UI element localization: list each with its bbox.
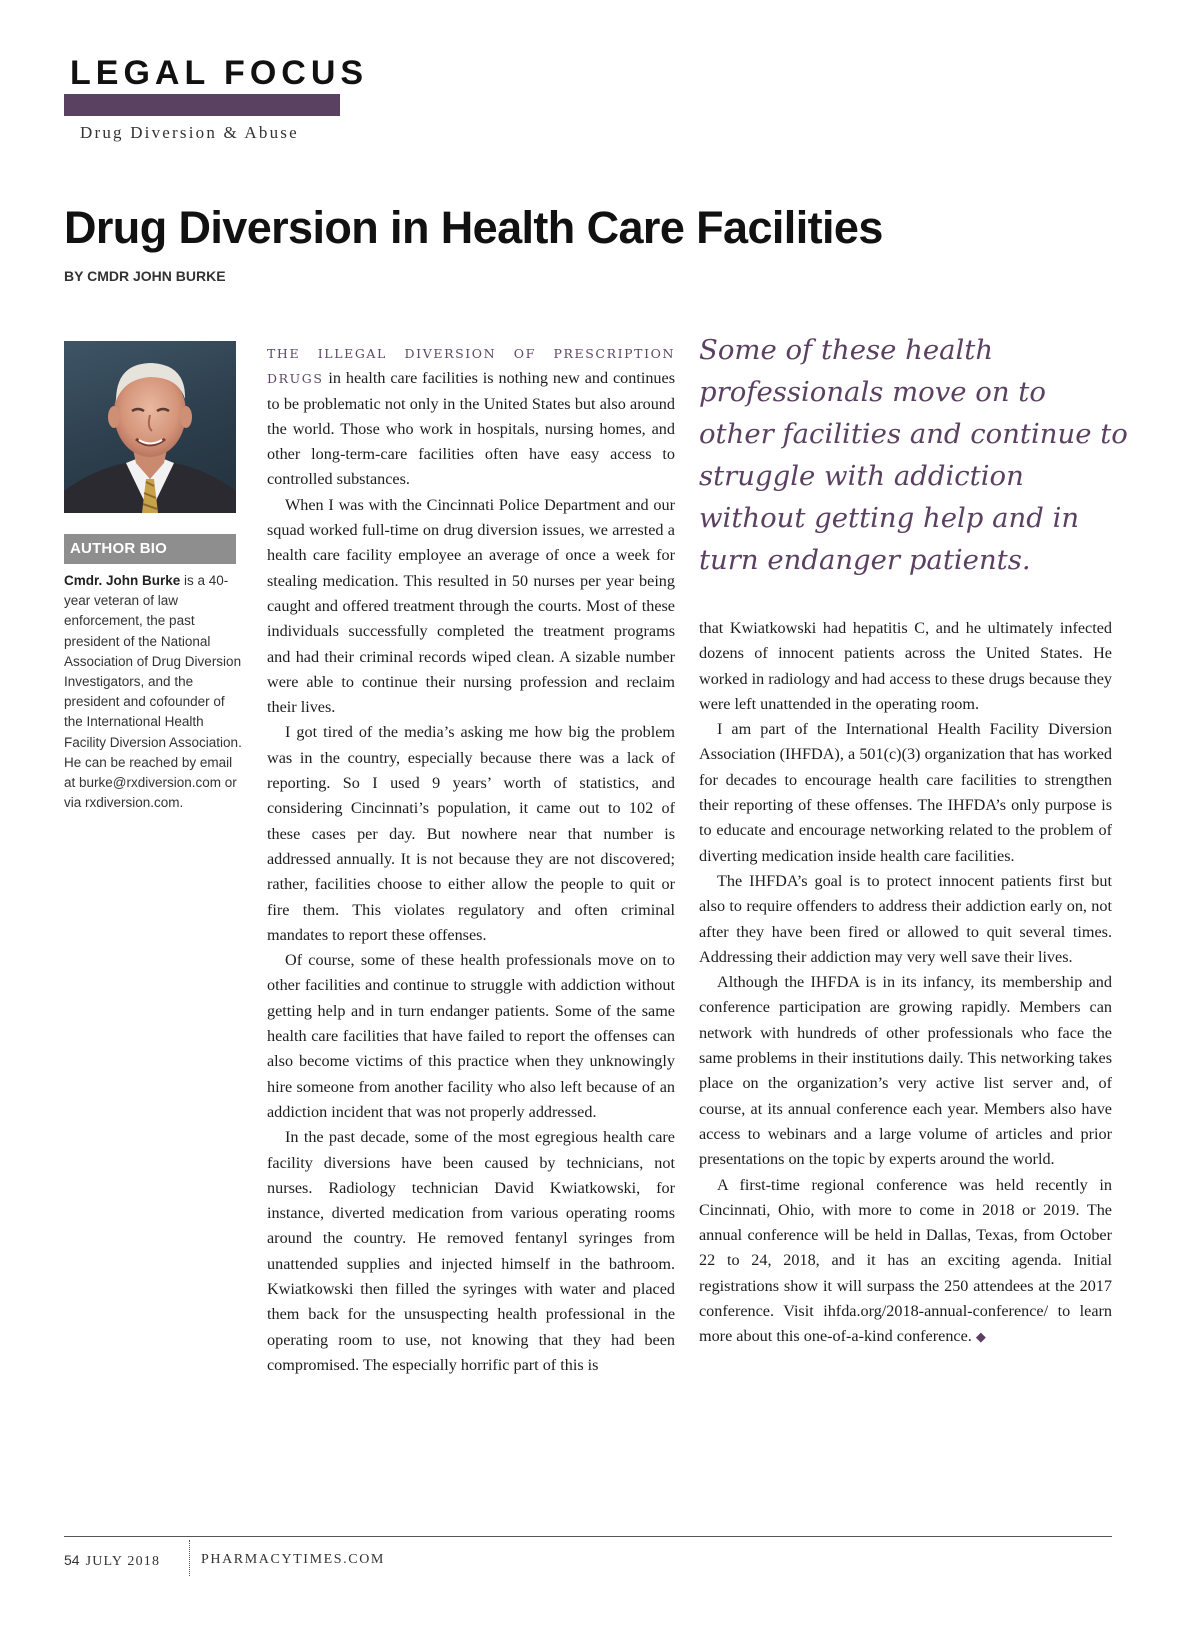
article-paragraph: When I was with the Cincinnati Police Department and our squad worked full-time on drug diversion issues, we arrested a health care facility employee an average of once a week for stealing medication. This resulted in 50 nurses per year being caught and offered treatment through the courts. Most of these individuals successfully completed the treatment programs and had their criminal records wiped clean. A sizable number were able to continue their nursing profession and reclaim their lives. [267, 495, 675, 717]
article-paragraph: Of course, some of these health professionals move on to other facilities and continue to struggle with addiction without getting help and in turn endanger patients. Some of the same health care facilities that have failed to report the offenses can also become victims of this practice when they unknowingly hire someone from another facility who also left because of an addiction incident that was not properly addressed. [267, 951, 675, 1121]
article-paragraph: The IHFDA’s goal is to protect innocent patients first but also to require offenders to address their addiction early on, not after they have been fired or allowed to quit several times. Addressing their addiction may very well save their lives. [699, 871, 1112, 966]
article-paragraph: I am part of the International Health Facility Diversion Association (IHFDA), a 501(c)(3) organization that has worked for decades to encourage health care facilities to strengthen their reporting of these offenses. The IHFDA’s only purpose is to educate and encourage networking related to the problem of diverting medication inside health care facilities. [699, 720, 1112, 865]
article-paragraph: In the past decade, some of the most egregious health care facility diversions have been caused by technicians, not nurses. Radiology technician David Kwiatkowski, for instance, diverted medication from various operating rooms around the country. He removed fentanyl syringes from unattended supplies and injected himself in the bathroom. Kwiatkowski then filled the syringes with water and placed them back for the unsuspecting health professional in the operating room to use, not knowing that they had been compromised. The especially horrific part of this is [267, 1128, 675, 1374]
author-bio-header-label: AUTHOR BIO [70, 540, 167, 557]
article-paragraph-text: in health care facilities is nothing new and continues to be problematic not only in the United States but also around the world. Those who work in hospitals, nursing homes, and other long-term-care facilities often have easy access to controlled substances. [267, 369, 675, 489]
section-accent-bar [64, 94, 340, 116]
section-subtitle: Drug Diversion & Abuse [80, 123, 299, 142]
author-bio-text: is a 40-year veteran of law enforcement, the past president of the National Association of Drug Diversion Investigators, and the president and cofounder of the International Health Facility Diversion Association. He can be reached by email at burke@rxdiversion.com or via rxdiversion.com. [64, 573, 242, 811]
footer-divider [189, 1540, 190, 1576]
article-paragraph: Although the IHFDA is in its infancy, its membership and conference participation are growing rapidly. Members can network with hundreds of other professionals who face the same problems in their institutions daily. This networking takes place on the organization’s very active list server and, of course, at its annual conference each year. Members also have access to webinars and a large volume of articles and prior presentations on the topic by experts around the world. [699, 973, 1112, 1169]
footer-rule [64, 1536, 1112, 1537]
article-paragraph: that Kwiatkowski had hepatitis C, and he ultimately infected dozens of innocent patients across the United States. He worked in radiology and had access to these drugs because they were left unattended in the operating room. [699, 619, 1112, 713]
footer-left [64, 1552, 160, 1570]
author-name: Cmdr. John Burke [64, 573, 181, 588]
article-title: Drug Diversion in Health Care Facilities [64, 202, 883, 253]
author-photo [64, 341, 236, 513]
issue-date: JULY 2018 [85, 1554, 161, 1569]
article-paragraph [267, 341, 675, 493]
article-byline: BY CMDR JOHN BURKE [64, 268, 226, 284]
end-mark-icon: ◆ [975, 1329, 986, 1345]
article-column-2 [699, 616, 1112, 1350]
article-column-1 [267, 341, 675, 1378]
author-portrait-icon [64, 341, 236, 513]
article-paragraph [699, 1173, 1112, 1350]
section-label: LEGAL FOCUS [70, 54, 369, 92]
page-number: 54 [64, 1552, 80, 1568]
article-paragraph: I got tired of the media’s asking me how big the problem was in the country, especially because there was a lack of reporting. So I used 9 years’ worth of statistics, and considering Cincinnati’s population, it came out to 102 of these cases per day. But nowhere near that number is addressed annually. It is not because they are not discovered; rather, facilities choose to either allow the people to quit or fire them. This violates regulatory and often criminal mandates to report these offenses. [267, 723, 675, 944]
footer-site: PHARMACYTIMES.COM [201, 1552, 385, 1567]
author-bio [64, 571, 244, 813]
author-bio-header [64, 534, 236, 564]
pull-quote: Some of these health professionals move on to other facilities and continue to struggle with addiction without getting help and in turn endanger patients. [699, 334, 1128, 576]
article-lead-in: THE ILLEGAL DIVERSION OF PRESCRIPTION DRUGS [267, 346, 675, 387]
article-paragraph-text: A first-time regional conference was held recently in Cincinnati, Ohio, with more to come in 2018 or 2019. The annual conference will be held in Dallas, Texas, from October 22 to 24, 2018, and it has an exciting agenda. Initial registrations show it will surpass the 250 attendees at the 2017 conference. Visit ihfda.org/2018-annual-conference/ to learn more about this one-of-a-kind conference. [699, 1175, 1112, 1346]
